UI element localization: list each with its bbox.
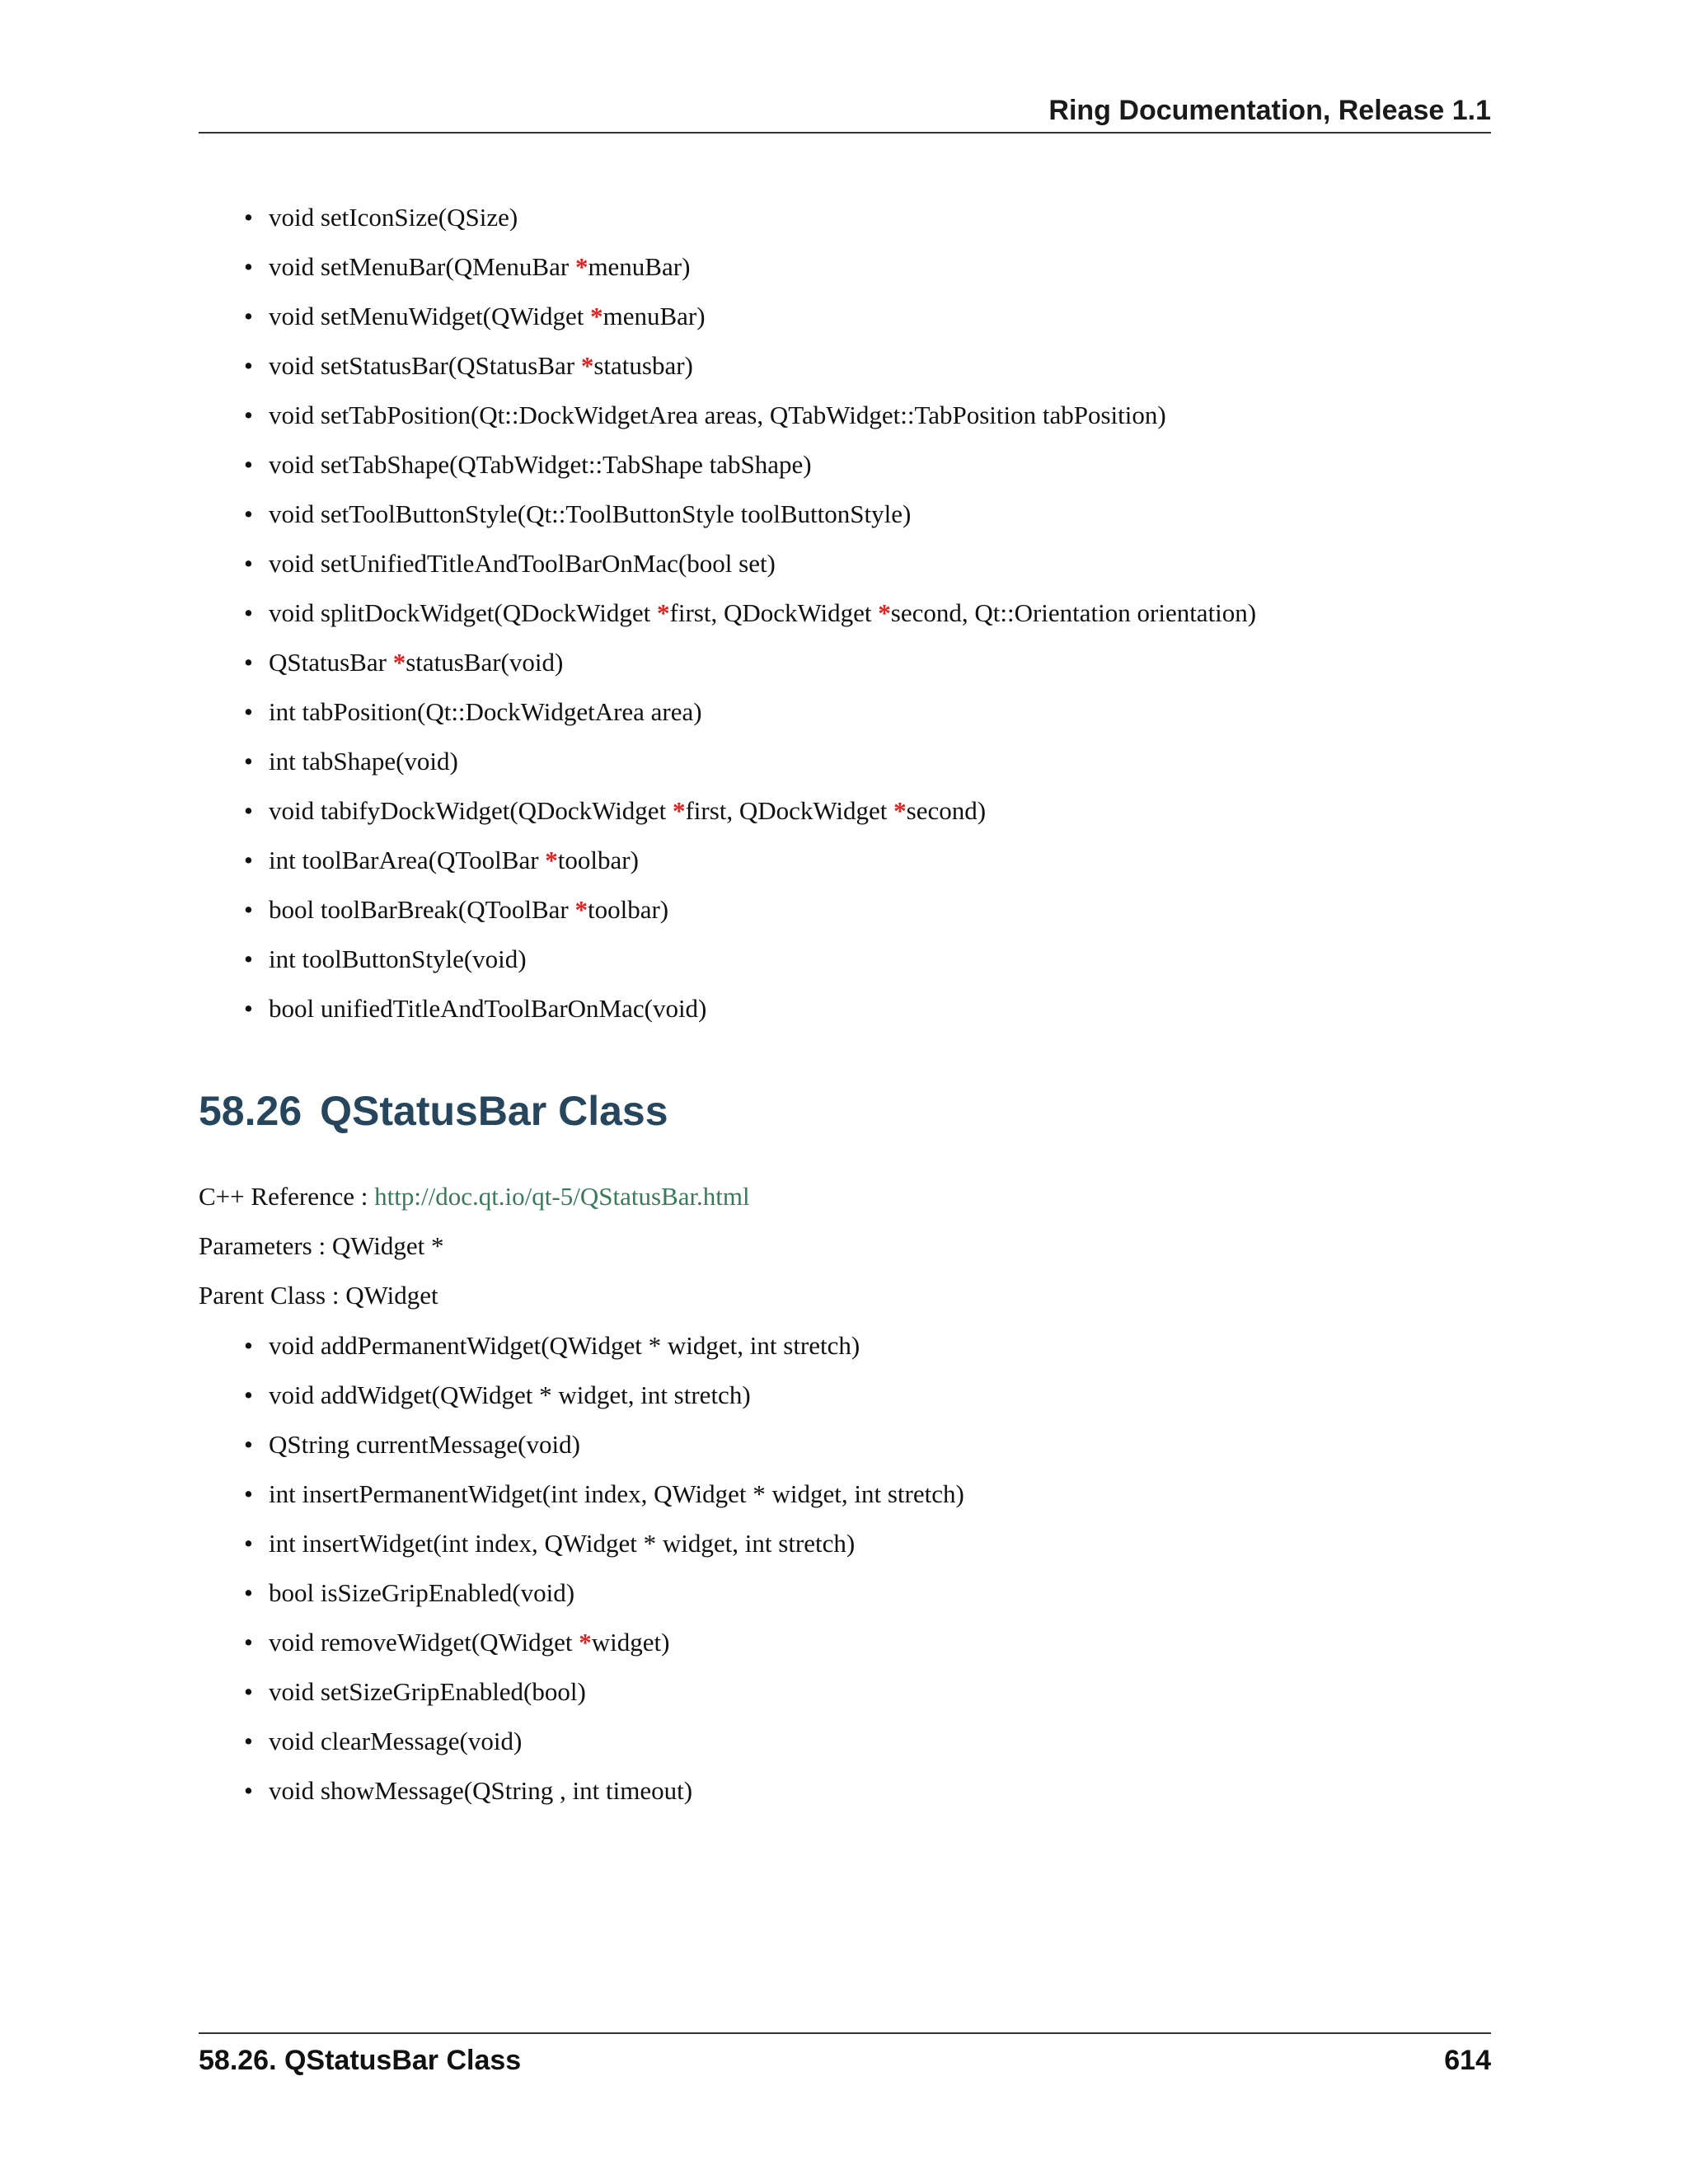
bullet-icon: • xyxy=(244,450,253,479)
method-item xyxy=(244,786,1256,836)
method-signature: void clearMessage(void) xyxy=(269,1727,523,1755)
section-heading xyxy=(199,1086,668,1136)
bullet-icon: • xyxy=(244,351,253,380)
page-header xyxy=(199,92,1491,134)
method-signature: void setUnifiedTitleAndToolBarOnMac(bool set) xyxy=(269,549,776,578)
pointer-asterisk: * xyxy=(545,846,558,874)
method-signature-rest: second) xyxy=(906,796,987,825)
header-title: Ring Documentation, Release 1.1 xyxy=(1048,95,1491,126)
method-signature: int insertWidget(int index, QWidget * widget, int stretch) xyxy=(269,1529,856,1558)
method-item xyxy=(244,1618,964,1667)
method-signature: void setTabShape(QTabWidget::TabShape tabShape) xyxy=(269,450,812,479)
method-item xyxy=(244,539,1256,588)
method-item xyxy=(244,391,1256,440)
bullet-icon: • xyxy=(244,846,253,874)
pointer-asterisk: * xyxy=(580,351,594,380)
method-signature: void tabifyDockWidget(QDockWidget xyxy=(269,796,673,825)
pointer-asterisk: * xyxy=(590,302,603,330)
method-signature: void setSizeGripEnabled(bool) xyxy=(269,1677,586,1706)
method-item xyxy=(244,1321,964,1371)
bullet-icon: • xyxy=(244,648,253,677)
bullet-icon: • xyxy=(244,549,253,578)
method-item xyxy=(244,1766,964,1816)
method-list-qstatusbar xyxy=(244,1321,964,1816)
method-item xyxy=(244,1717,964,1766)
method-signature: int insertPermanentWidget(int index, QWidget * widget, int stretch) xyxy=(269,1479,964,1508)
bullet-icon: • xyxy=(244,1578,253,1607)
bullet-icon: • xyxy=(244,994,253,1023)
method-item xyxy=(244,687,1256,737)
method-signature-rest: second, Qt::Orientation orientation) xyxy=(890,598,1257,627)
pointer-asterisk: * xyxy=(878,598,891,627)
bullet-icon: • xyxy=(244,747,253,776)
page-footer xyxy=(199,2032,1491,2083)
bullet-icon: • xyxy=(244,252,253,281)
pointer-asterisk: * xyxy=(893,796,907,825)
bullet-icon: • xyxy=(244,203,253,232)
method-signature: void setStatusBar(QStatusBar xyxy=(269,351,581,380)
method-item xyxy=(244,341,1256,391)
method-item xyxy=(244,885,1256,935)
method-item xyxy=(244,440,1256,490)
method-signature: bool unifiedTitleAndToolBarOnMac(void) xyxy=(269,994,707,1023)
method-signature: int toolBarArea(QToolBar xyxy=(269,846,546,874)
method-item xyxy=(244,1469,964,1519)
method-signature: void removeWidget(QWidget xyxy=(269,1628,579,1657)
bullet-icon: • xyxy=(244,944,253,973)
bullet-icon: • xyxy=(244,895,253,924)
method-item xyxy=(244,1568,964,1618)
method-signature: void addWidget(QWidget * widget, int stretch) xyxy=(269,1380,751,1409)
method-signature-rest: menuBar) xyxy=(603,302,706,330)
method-signature: int tabShape(void) xyxy=(269,747,458,776)
method-signature: void setToolButtonStyle(Qt::ToolButtonStyle toolButtonStyle) xyxy=(269,499,912,528)
bullet-icon: • xyxy=(244,302,253,330)
method-signature-rest: statusbar) xyxy=(593,351,693,380)
method-signature: QString currentMessage(void) xyxy=(269,1430,580,1459)
method-signature-rest: toolbar) xyxy=(587,895,669,924)
section-number: 58.26 xyxy=(199,1088,302,1134)
bullet-icon: • xyxy=(244,1479,253,1508)
pointer-asterisk: * xyxy=(392,648,406,677)
method-signature-rest: menuBar) xyxy=(588,252,691,281)
method-signature: bool toolBarBreak(QToolBar xyxy=(269,895,575,924)
method-item xyxy=(244,490,1256,539)
pointer-asterisk: * xyxy=(574,252,588,281)
method-signature: bool isSizeGripEnabled(void) xyxy=(269,1578,575,1607)
section-title: QStatusBar Class xyxy=(320,1088,668,1134)
method-item xyxy=(244,984,1256,1033)
method-item xyxy=(244,1667,964,1717)
method-item xyxy=(244,638,1256,687)
pointer-asterisk: * xyxy=(657,598,670,627)
bullet-icon: • xyxy=(244,1628,253,1657)
bullet-icon: • xyxy=(244,697,253,726)
bullet-icon: • xyxy=(244,499,253,528)
reference-label: C++ Reference : xyxy=(199,1182,375,1211)
bullet-icon: • xyxy=(244,1380,253,1409)
bullet-icon: • xyxy=(244,1776,253,1805)
method-signature: void setTabPosition(Qt::DockWidgetArea areas, QTabWidget::TabPosition tabPosition) xyxy=(269,401,1166,429)
method-signature: void setMenuBar(QMenuBar xyxy=(269,252,575,281)
method-signature: QStatusBar xyxy=(269,648,393,677)
pointer-asterisk: * xyxy=(672,796,686,825)
bullet-icon: • xyxy=(244,401,253,429)
method-signature: void splitDockWidget(QDockWidget xyxy=(269,598,658,627)
method-item xyxy=(244,836,1256,885)
bullet-icon: • xyxy=(244,1430,253,1459)
method-signature: int tabPosition(Qt::DockWidgetArea area) xyxy=(269,697,702,726)
bullet-icon: • xyxy=(244,1529,253,1558)
method-signature-rest: toolbar) xyxy=(557,846,639,874)
bullet-icon: • xyxy=(244,1677,253,1706)
method-item xyxy=(244,588,1256,638)
method-signature-rest: first, QDockWidget xyxy=(669,598,879,627)
pointer-asterisk: * xyxy=(574,895,588,924)
footer-section: 58.26. QStatusBar Class xyxy=(199,2045,522,2076)
method-signature: void setMenuWidget(QWidget xyxy=(269,302,591,330)
method-list-continued xyxy=(244,193,1256,1033)
cpp-reference-line xyxy=(199,1179,750,1215)
reference-link[interactable]: http://doc.qt.io/qt-5/QStatusBar.html xyxy=(374,1182,750,1211)
method-item xyxy=(244,1420,964,1469)
method-signature: void addPermanentWidget(QWidget * widget, int stretch) xyxy=(269,1331,860,1360)
method-item xyxy=(244,193,1256,242)
bullet-icon: • xyxy=(244,796,253,825)
method-signature: void showMessage(QString , int timeout) xyxy=(269,1776,693,1805)
method-signature: int toolButtonStyle(void) xyxy=(269,944,527,973)
bullet-icon: • xyxy=(244,598,253,627)
method-item xyxy=(244,935,1256,984)
method-signature-rest: statusBar(void) xyxy=(406,648,564,677)
bullet-icon: • xyxy=(244,1727,253,1755)
method-item xyxy=(244,292,1256,341)
method-item xyxy=(244,1371,964,1420)
parent-class-line: Parent Class : QWidget xyxy=(199,1281,438,1310)
method-signature-rest: widget) xyxy=(591,1628,670,1657)
method-signature-rest: first, QDockWidget xyxy=(685,796,894,825)
method-item xyxy=(244,737,1256,786)
page-number: 614 xyxy=(1444,2045,1491,2076)
method-signature: void setIconSize(QSize) xyxy=(269,203,518,232)
parameters-line: Parameters : QWidget * xyxy=(199,1231,444,1260)
method-item xyxy=(244,242,1256,292)
bullet-icon: • xyxy=(244,1331,253,1360)
method-item xyxy=(244,1519,964,1568)
pointer-asterisk: * xyxy=(579,1628,592,1657)
